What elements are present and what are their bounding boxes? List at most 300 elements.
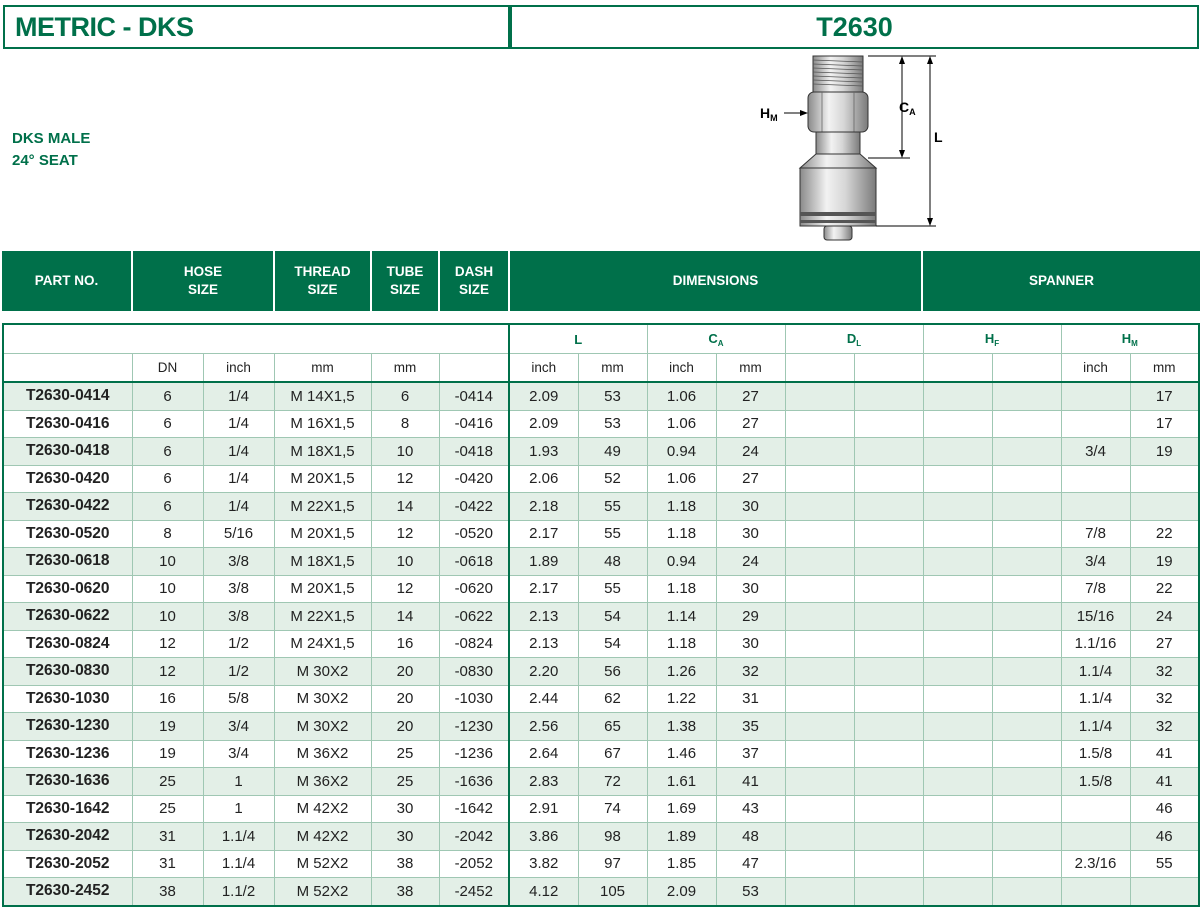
thread-cell: M 22X1,5: [274, 603, 371, 631]
thread-cell: M 16X1,5: [274, 410, 371, 438]
dl-inch-cell: [785, 493, 854, 521]
hm-inch-cell: 2.3/16: [1061, 850, 1130, 878]
dn-cell: 10: [132, 603, 203, 631]
hf-mm-cell: [992, 520, 1061, 548]
dn-cell: 25: [132, 795, 203, 823]
hose-inch-cell: 1/4: [203, 410, 274, 438]
table-row: [3, 823, 1199, 851]
ca-mm-cell: 43: [716, 795, 785, 823]
thread-cell: M 18X1,5: [274, 548, 371, 576]
hm-mm-cell: [1130, 465, 1199, 493]
hm-inch-cell: [1061, 382, 1130, 410]
fitting-diagram: [750, 50, 950, 245]
ca-mm-cell: 29: [716, 603, 785, 631]
thread-cell: M 20X1,5: [274, 465, 371, 493]
dn-cell: 16: [132, 685, 203, 713]
dn-cell: 10: [132, 548, 203, 576]
hf-mm-cell: [992, 795, 1061, 823]
dl-mm-cell: [854, 850, 923, 878]
l-inch-cell: 2.17: [509, 520, 578, 548]
tube-cell: 10: [371, 438, 439, 466]
dl-inch-cell: [785, 382, 854, 410]
hose-inch-cell: 3/4: [203, 740, 274, 768]
hm-mm-cell: 46: [1130, 795, 1199, 823]
hf-mm-cell: [992, 410, 1061, 438]
hm-inch-cell: 1.1/4: [1061, 658, 1130, 686]
dash-cell: -0622: [439, 603, 509, 631]
ca-mm-cell: 27: [716, 465, 785, 493]
table-row: [3, 713, 1199, 741]
dl-mm-cell: [854, 410, 923, 438]
table-row: [3, 685, 1199, 713]
l-mm-cell: 55: [578, 520, 647, 548]
dn-cell: 19: [132, 740, 203, 768]
tube-cell: 10: [371, 548, 439, 576]
table-row: [3, 630, 1199, 658]
hf-mm-cell: [992, 685, 1061, 713]
hm-inch-cell: 3/4: [1061, 548, 1130, 576]
tube-cell: 8: [371, 410, 439, 438]
tube-cell: 38: [371, 850, 439, 878]
hf-mm-cell: [992, 575, 1061, 603]
part-no-cell: T2630-0422: [3, 493, 132, 521]
part-no-cell: T2630-0622: [3, 603, 132, 631]
hm-mm-cell: 46: [1130, 823, 1199, 851]
l-inch-cell: 2.20: [509, 658, 578, 686]
l-mm-cell: 62: [578, 685, 647, 713]
l-inch-cell: 2.13: [509, 630, 578, 658]
hose-inch-cell: 1/4: [203, 493, 274, 521]
l-inch-cell: 2.83: [509, 768, 578, 796]
part-no-cell: T2630-2452: [3, 878, 132, 906]
diagram-label-l: L: [934, 129, 943, 145]
col-thread-size: THREAD SIZE: [275, 251, 372, 311]
dl-inch-cell: [785, 603, 854, 631]
hf-inch-cell: [923, 493, 992, 521]
hose-inch-cell: 5/16: [203, 520, 274, 548]
l-mm-cell: 56: [578, 658, 647, 686]
l-mm-cell: 53: [578, 410, 647, 438]
dash-cell: -1030: [439, 685, 509, 713]
hf-inch-cell: [923, 548, 992, 576]
hf-inch-cell: [923, 520, 992, 548]
dash-cell: -2052: [439, 850, 509, 878]
l-inch-cell: 2.44: [509, 685, 578, 713]
col-part-no: PART NO.: [2, 251, 133, 311]
tube-cell: 38: [371, 878, 439, 906]
part-no-cell: T2630-0418: [3, 438, 132, 466]
dn-cell: 8: [132, 520, 203, 548]
tube-cell: 14: [371, 493, 439, 521]
hose-inch-cell: 3/8: [203, 603, 274, 631]
dl-inch-cell: [785, 575, 854, 603]
hf-mm-cell: [992, 823, 1061, 851]
hose-inch-cell: 1/4: [203, 465, 274, 493]
hose-inch-cell: 1.1/2: [203, 878, 274, 906]
dn-cell: 31: [132, 850, 203, 878]
l-mm-cell: 54: [578, 603, 647, 631]
hf-inch-cell: [923, 685, 992, 713]
hm-inch-cell: 1.5/8: [1061, 768, 1130, 796]
sub-thread-mm: mm: [274, 354, 371, 383]
l-inch-cell: 2.18: [509, 493, 578, 521]
dl-inch-cell: [785, 768, 854, 796]
table-row: [3, 410, 1199, 438]
hm-mm-cell: [1130, 493, 1199, 521]
ca-mm-cell: 30: [716, 575, 785, 603]
sub-l: L: [509, 324, 647, 354]
thread-cell: M 36X2: [274, 740, 371, 768]
table-header-band: [2, 251, 1200, 311]
hf-inch-cell: [923, 795, 992, 823]
hose-inch-cell: 1: [203, 768, 274, 796]
thread-cell: M 30X2: [274, 658, 371, 686]
tube-cell: 25: [371, 768, 439, 796]
l-mm-cell: 52: [578, 465, 647, 493]
part-no-cell: T2630-0830: [3, 658, 132, 686]
col-dimensions: DIMENSIONS: [510, 251, 923, 311]
part-no-cell: T2630-1642: [3, 795, 132, 823]
dl-mm-cell: [854, 740, 923, 768]
hose-inch-cell: 1.1/4: [203, 850, 274, 878]
part-no-cell: T2630-0824: [3, 630, 132, 658]
ca-inch-cell: 2.09: [647, 878, 716, 906]
hm-mm-cell: 22: [1130, 575, 1199, 603]
ca-inch-cell: 1.18: [647, 493, 716, 521]
sub-hm: $H_M$: [1061, 324, 1199, 354]
hm-mm-cell: 17: [1130, 410, 1199, 438]
ca-inch-cell: 1.46: [647, 740, 716, 768]
ca-mm-cell: 27: [716, 382, 785, 410]
l-inch-cell: 2.13: [509, 603, 578, 631]
hm-inch-cell: [1061, 878, 1130, 906]
dn-cell: 6: [132, 410, 203, 438]
dl-inch-cell: [785, 685, 854, 713]
hf-mm-cell: [992, 740, 1061, 768]
diagram-label-ca: $C_A$: [899, 99, 916, 117]
hm-inch-cell: [1061, 410, 1130, 438]
fitting-description: [12, 128, 90, 172]
hm-inch-cell: 1.1/4: [1061, 685, 1130, 713]
dash-cell: -0416: [439, 410, 509, 438]
hf-inch-cell: [923, 823, 992, 851]
ca-mm-cell: 37: [716, 740, 785, 768]
table-row: [3, 878, 1199, 906]
dash-cell: -1636: [439, 768, 509, 796]
ca-mm-cell: 35: [716, 713, 785, 741]
dash-cell: -0414: [439, 382, 509, 410]
thread-cell: M 14X1,5: [274, 382, 371, 410]
dl-mm-cell: [854, 520, 923, 548]
table-row: [3, 438, 1199, 466]
dash-cell: -0418: [439, 438, 509, 466]
hm-mm-cell: 41: [1130, 740, 1199, 768]
hf-mm-cell: [992, 438, 1061, 466]
ca-mm-cell: 32: [716, 658, 785, 686]
table-row: [3, 850, 1199, 878]
dn-cell: 38: [132, 878, 203, 906]
table-row: [3, 740, 1199, 768]
ca-inch-cell: 1.69: [647, 795, 716, 823]
dl-inch-cell: [785, 438, 854, 466]
dash-cell: -0824: [439, 630, 509, 658]
dn-cell: 31: [132, 823, 203, 851]
ca-mm-cell: 53: [716, 878, 785, 906]
hm-inch-cell: [1061, 795, 1130, 823]
hm-mm-cell: 32: [1130, 713, 1199, 741]
part-no-cell: T2630-1030: [3, 685, 132, 713]
hf-mm-cell: [992, 630, 1061, 658]
col-tube-size: TUBE SIZE: [372, 251, 440, 311]
dl-inch-cell: [785, 520, 854, 548]
ca-inch-cell: 1.18: [647, 575, 716, 603]
thread-cell: M 18X1,5: [274, 438, 371, 466]
tube-cell: 12: [371, 520, 439, 548]
l-inch-cell: 3.86: [509, 823, 578, 851]
hm-inch-cell: 1.1/4: [1061, 713, 1130, 741]
thread-cell: M 30X2: [274, 685, 371, 713]
ca-mm-cell: 30: [716, 630, 785, 658]
hf-mm-cell: [992, 768, 1061, 796]
hm-mm-cell: 55: [1130, 850, 1199, 878]
hm-mm-cell: 17: [1130, 382, 1199, 410]
dn-cell: 25: [132, 768, 203, 796]
hf-inch-cell: [923, 575, 992, 603]
hf-inch-cell: [923, 850, 992, 878]
l-inch-cell: 2.91: [509, 795, 578, 823]
table-row: [3, 493, 1199, 521]
tube-cell: 12: [371, 575, 439, 603]
dl-mm-cell: [854, 685, 923, 713]
hm-mm-cell: [1130, 878, 1199, 906]
dn-cell: 19: [132, 713, 203, 741]
hm-mm-cell: 27: [1130, 630, 1199, 658]
hf-inch-cell: [923, 438, 992, 466]
hm-inch-cell: 3/4: [1061, 438, 1130, 466]
dn-cell: 6: [132, 465, 203, 493]
l-mm-cell: 55: [578, 493, 647, 521]
ca-mm-cell: 31: [716, 685, 785, 713]
hose-inch-cell: 1/2: [203, 658, 274, 686]
ca-mm-cell: 30: [716, 493, 785, 521]
sub-hose-inch: inch: [203, 354, 274, 383]
hm-mm-cell: 22: [1130, 520, 1199, 548]
part-no-cell: T2630-0414: [3, 382, 132, 410]
hm-mm-cell: 32: [1130, 685, 1199, 713]
table-row: [3, 575, 1199, 603]
l-inch-cell: 2.09: [509, 410, 578, 438]
sub-hm-inch: inch: [1061, 354, 1130, 383]
ca-inch-cell: 1.22: [647, 685, 716, 713]
part-no-cell: T2630-1230: [3, 713, 132, 741]
dl-inch-cell: [785, 713, 854, 741]
dl-inch-cell: [785, 630, 854, 658]
part-title: T2630: [510, 5, 1199, 49]
dn-cell: 12: [132, 658, 203, 686]
dash-cell: -0620: [439, 575, 509, 603]
dash-cell: -1230: [439, 713, 509, 741]
subheader-row-1: [3, 324, 1199, 354]
dl-mm-cell: [854, 493, 923, 521]
hf-inch-cell: [923, 713, 992, 741]
dl-mm-cell: [854, 823, 923, 851]
table-row: [3, 658, 1199, 686]
hf-mm-cell: [992, 850, 1061, 878]
ca-mm-cell: 48: [716, 823, 785, 851]
ca-inch-cell: 0.94: [647, 548, 716, 576]
hm-mm-cell: 24: [1130, 603, 1199, 631]
hf-inch-cell: [923, 603, 992, 631]
dl-mm-cell: [854, 382, 923, 410]
hm-mm-cell: 41: [1130, 768, 1199, 796]
thread-cell: M 22X1,5: [274, 493, 371, 521]
hf-inch-cell: [923, 382, 992, 410]
dn-cell: 10: [132, 575, 203, 603]
hf-inch-cell: [923, 465, 992, 493]
l-inch-cell: 4.12: [509, 878, 578, 906]
l-mm-cell: 49: [578, 438, 647, 466]
sub-l-mm: mm: [578, 354, 647, 383]
hm-mm-cell: 19: [1130, 548, 1199, 576]
hm-inch-cell: [1061, 465, 1130, 493]
sub-ca: $C_A$: [647, 324, 785, 354]
hm-inch-cell: 7/8: [1061, 575, 1130, 603]
dash-cell: -1642: [439, 795, 509, 823]
hf-mm-cell: [992, 465, 1061, 493]
thread-cell: M 20X1,5: [274, 520, 371, 548]
ca-inch-cell: 1.26: [647, 658, 716, 686]
ca-mm-cell: 30: [716, 520, 785, 548]
ca-inch-cell: 1.85: [647, 850, 716, 878]
l-mm-cell: 67: [578, 740, 647, 768]
part-no-cell: T2630-0420: [3, 465, 132, 493]
col-spanner: SPANNER: [1028, 273, 1094, 288]
dl-mm-cell: [854, 438, 923, 466]
dl-mm-cell: [854, 630, 923, 658]
description-line-1: DKS MALE: [12, 130, 91, 147]
l-inch-cell: 2.06: [509, 465, 578, 493]
l-mm-cell: 48: [578, 548, 647, 576]
ca-mm-cell: 24: [716, 548, 785, 576]
thread-cell: M 42X2: [274, 823, 371, 851]
hf-mm-cell: [992, 713, 1061, 741]
dash-cell: -0420: [439, 465, 509, 493]
ca-inch-cell: 1.06: [647, 382, 716, 410]
hm-inch-cell: [1061, 823, 1130, 851]
hf-inch-cell: [923, 410, 992, 438]
l-inch-cell: 2.09: [509, 382, 578, 410]
sub-hf: $H_F$: [923, 324, 1061, 354]
tube-cell: 20: [371, 685, 439, 713]
dash-cell: -0830: [439, 658, 509, 686]
dash-cell: -0422: [439, 493, 509, 521]
dl-inch-cell: [785, 850, 854, 878]
l-mm-cell: 105: [578, 878, 647, 906]
tube-cell: 30: [371, 823, 439, 851]
hose-inch-cell: 1: [203, 795, 274, 823]
dl-inch-cell: [785, 795, 854, 823]
hm-mm-cell: 19: [1130, 438, 1199, 466]
ca-inch-cell: 0.94: [647, 438, 716, 466]
sub-l-inch: inch: [509, 354, 578, 383]
hf-inch-cell: [923, 878, 992, 906]
ca-mm-cell: 27: [716, 410, 785, 438]
ca-inch-cell: 1.18: [647, 630, 716, 658]
diagram-label-hm: $H_M$: [760, 105, 778, 123]
hose-inch-cell: 3/4: [203, 713, 274, 741]
dash-cell: -1236: [439, 740, 509, 768]
ca-inch-cell: 1.06: [647, 410, 716, 438]
dl-inch-cell: [785, 410, 854, 438]
sub-ca-inch: inch: [647, 354, 716, 383]
tube-cell: 16: [371, 630, 439, 658]
dl-mm-cell: [854, 768, 923, 796]
hm-inch-cell: 15/16: [1061, 603, 1130, 631]
dn-cell: 6: [132, 382, 203, 410]
dash-cell: -2042: [439, 823, 509, 851]
ca-mm-cell: 24: [716, 438, 785, 466]
ca-inch-cell: 1.61: [647, 768, 716, 796]
tube-cell: 20: [371, 658, 439, 686]
hose-inch-cell: 3/8: [203, 548, 274, 576]
dl-mm-cell: [854, 548, 923, 576]
ca-inch-cell: 1.06: [647, 465, 716, 493]
tube-cell: 30: [371, 795, 439, 823]
thread-cell: M 42X2: [274, 795, 371, 823]
l-mm-cell: 97: [578, 850, 647, 878]
l-inch-cell: 1.93: [509, 438, 578, 466]
description-line-2: 24° SEAT: [12, 152, 78, 169]
dl-inch-cell: [785, 548, 854, 576]
l-mm-cell: 54: [578, 630, 647, 658]
table-row: [3, 603, 1199, 631]
thread-cell: M 52X2: [274, 878, 371, 906]
l-mm-cell: 55: [578, 575, 647, 603]
tube-cell: 14: [371, 603, 439, 631]
ca-inch-cell: 1.14: [647, 603, 716, 631]
dn-cell: 6: [132, 493, 203, 521]
hf-mm-cell: [992, 548, 1061, 576]
table-row: [3, 795, 1199, 823]
ca-inch-cell: 1.89: [647, 823, 716, 851]
dash-cell: -2452: [439, 878, 509, 906]
hf-mm-cell: [992, 603, 1061, 631]
l-inch-cell: 2.64: [509, 740, 578, 768]
l-inch-cell: 1.89: [509, 548, 578, 576]
thread-cell: M 36X2: [274, 768, 371, 796]
dl-mm-cell: [854, 658, 923, 686]
dl-mm-cell: [854, 575, 923, 603]
part-no-cell: T2630-0520: [3, 520, 132, 548]
dl-inch-cell: [785, 823, 854, 851]
l-mm-cell: 74: [578, 795, 647, 823]
hf-inch-cell: [923, 630, 992, 658]
dl-mm-cell: [854, 603, 923, 631]
sub-dn: DN: [132, 354, 203, 383]
hf-mm-cell: [992, 878, 1061, 906]
table-row: [3, 465, 1199, 493]
sub-ca-mm: mm: [716, 354, 785, 383]
ca-mm-cell: 47: [716, 850, 785, 878]
hf-mm-cell: [992, 658, 1061, 686]
col-hose-size: HOSE SIZE: [133, 251, 275, 311]
series-title: METRIC - DKS: [3, 5, 510, 49]
hm-inch-cell: 1.1/16: [1061, 630, 1130, 658]
thread-cell: M 20X1,5: [274, 575, 371, 603]
tube-cell: 25: [371, 740, 439, 768]
sub-hm-mm: mm: [1130, 354, 1199, 383]
hose-inch-cell: 5/8: [203, 685, 274, 713]
